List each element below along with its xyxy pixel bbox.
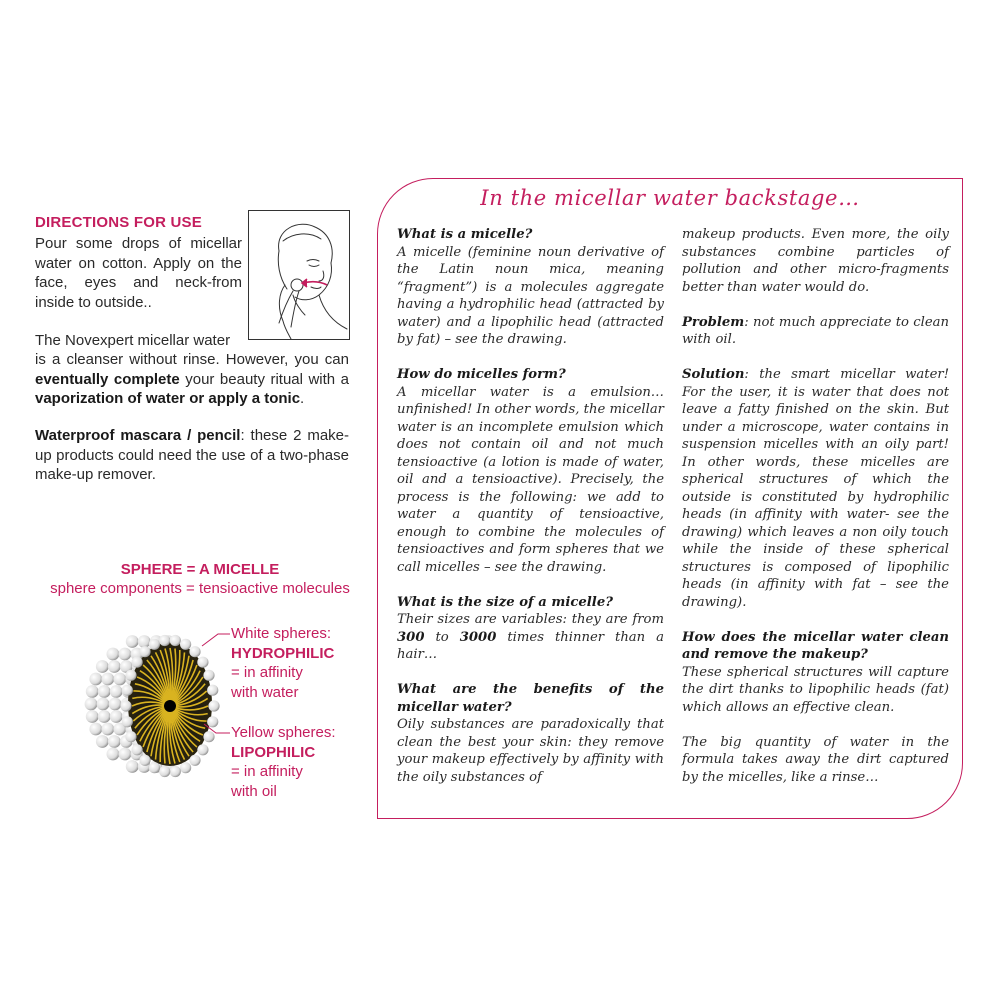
question-heading: What is the size of a micelle?: [397, 594, 613, 610]
legend-hydrophilic: [231, 624, 334, 702]
answer-text: [397, 611, 664, 664]
solution-text: : the smart micellar water! For the user, it is water that does not leave a fatty finished on the skin. But under a microscope, water contains in suspension micelles with an oily part! In other words, these micelles are spherical structures of which the outside is constituted by hydrophilic heads (in affinity with water- see the drawing) which leaves a non oily touch while the inside of these spherical structures is composed of lipophilic heads (in affinity with fat – see the drawing).: [682, 367, 949, 610]
panel-column-left: [397, 226, 664, 786]
question-heading: What are the benefits of the micellar water?: [397, 682, 664, 715]
question-heading: What is a micelle?: [397, 227, 533, 242]
answer-text: A micellar water is a emulsion… unfinished! In other words, the micellar water is an incomplete emulsion which does not contain oil and not much tensioactive (a lotion is made of water, oil and a tensioactive). Precisely, the process is the following: we add to water a quantity of tensioactive, enough to combine the molecules of tensioactives and form spheres that we call micelles – see the drawing.: [397, 384, 664, 575]
legend-strong: HYDROPHILIC: [231, 644, 335, 662]
waterproof-bold: Waterproof mascara / pencil: [35, 427, 241, 444]
ritual-text: .: [300, 390, 305, 407]
answer-fragment: to: [424, 629, 460, 645]
sphere-title: SPHERE = A MICELLE: [120, 561, 280, 578]
legend-label: White spheres:: [231, 625, 332, 642]
answer-text: The big quantity of water in the formula takes away the dirt captured by the micelles, like a rinse…: [682, 734, 949, 785]
answer-text: makeup products. Even more, the oily substances combine particles of pollution and other micro-fragments better than water would do.: [682, 227, 949, 295]
directions-ritual-paragraph: [35, 350, 349, 409]
ritual-text: your beauty ritual with a: [179, 370, 349, 388]
problem-paragraph: [682, 314, 949, 349]
answer-number: 3000: [459, 629, 497, 645]
ritual-text: is a cleanser without rinse. However, you can: [35, 351, 349, 368]
answer-number: 300: [397, 629, 425, 645]
waterproof-paragraph: [35, 426, 349, 485]
face-illustration: [248, 210, 350, 340]
answer-fragment: Their sizes are variables: they are from: [397, 612, 664, 627]
directions-title: DIRECTIONS FOR USE: [35, 214, 202, 231]
legend-line: with oil: [231, 782, 277, 800]
legend-line: = in affinity: [231, 664, 303, 681]
answer-text: A micelle (feminine noun derivative of the Latin noun mica, meaning “fragment”) is a molecules aggregate having a hydrophilic head (attracted by water) and a lipophilic head (attracted by fat) – see the drawing.: [397, 244, 664, 347]
directions-intro-line: The Novexpert micellar water: [35, 332, 231, 349]
answer-fragment: times thinner than a hair…: [397, 629, 664, 662]
problem-text: : not much appreciate to clean with oil.: [682, 314, 949, 347]
face-icon: [249, 211, 349, 339]
sphere-subtitle: sphere components = tensioactive molecules: [50, 580, 350, 597]
answer-text: These spherical structures will capture the dirt thanks to lipophilic heads (fat) which allows an effective clean.: [682, 664, 949, 715]
problem-label: Problem: [682, 314, 745, 330]
legend-label: Yellow spheres:: [231, 724, 336, 741]
question-heading: How do micelles form?: [397, 367, 566, 382]
ritual-bold: vaporization of water or apply a tonic: [35, 390, 301, 407]
legend-line: = in affinity: [231, 763, 303, 780]
waterproof-text: : these 2 make-up products could need the use of a two-phase make-up remover.: [35, 427, 349, 483]
panel-title: In the micellar water backstage…: [480, 186, 860, 210]
answer-text: Oily substances are paradoxically that clean the best your skin: they remove your makeup effectively by affinity with the oily substances of: [397, 717, 664, 785]
legend-line: with water: [231, 683, 299, 701]
solution-paragraph: [682, 366, 949, 611]
panel-column-right: [682, 226, 949, 786]
directions-paragraph: Pour some drops of micellar water on cotton. Apply on the face, eyes and neck-from inside to outside..: [35, 235, 242, 311]
leader-lines: [150, 620, 240, 750]
solution-label: Solution: [682, 367, 745, 382]
ritual-bold: eventually complete: [35, 370, 180, 388]
question-heading: How does the micellar water clean and remove the makeup?: [682, 629, 949, 662]
legend-strong: LIPOPHILIC: [231, 743, 316, 761]
legend-lipophilic: [231, 723, 336, 801]
